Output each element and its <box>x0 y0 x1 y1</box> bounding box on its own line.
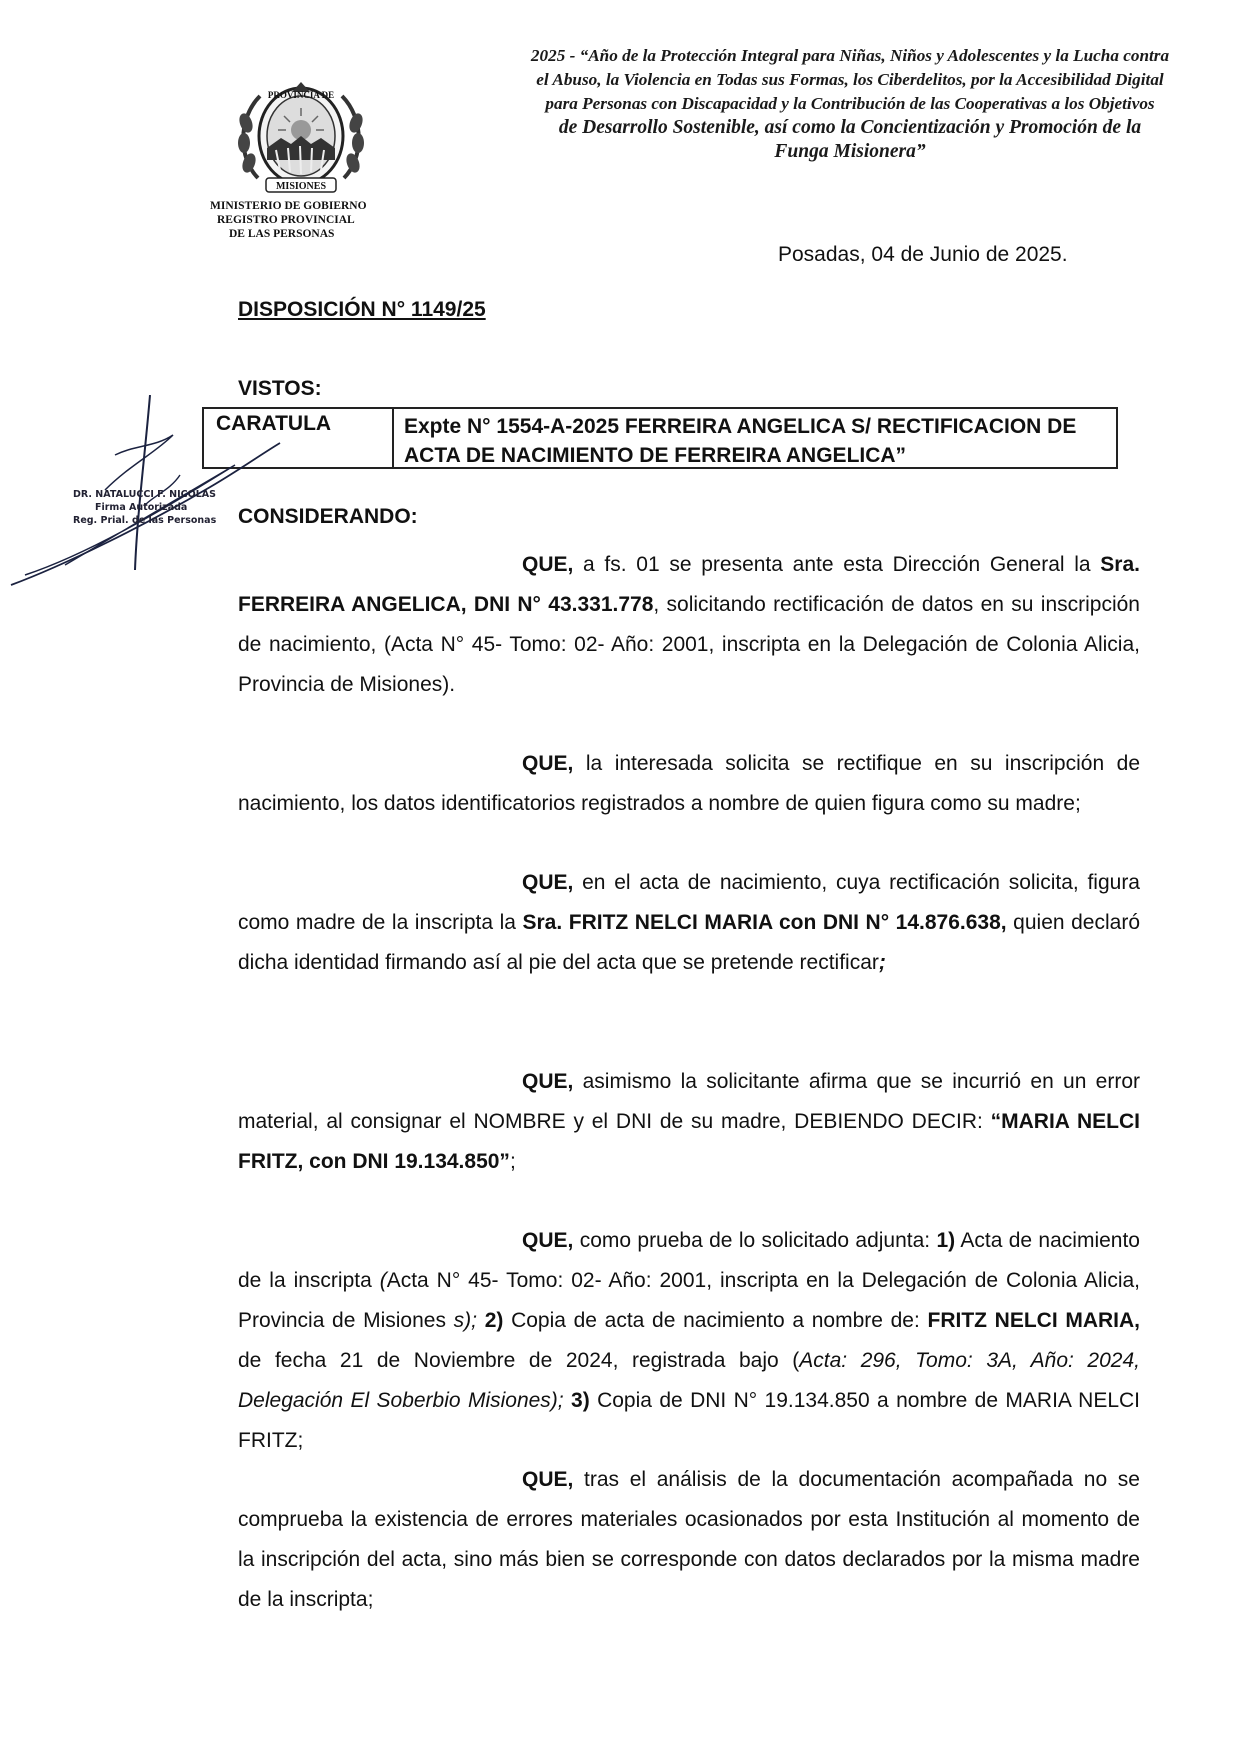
paragraph-2: QUE, la interesada solicita se rectifique en su inscripción de nacimiento, los datos identificatorios registrados a nombre de quien figura como su madre; <box>238 752 1140 815</box>
motto-line-5: Funga Misionera” <box>774 141 926 162</box>
que-label: QUE, <box>522 871 574 894</box>
vistos-heading: VISTOS: <box>238 377 322 400</box>
seal-top-text: PROVINCIA DE <box>267 90 335 100</box>
paragraph-5: QUE, como prueba de lo solicitado adjunta: 1) Acta de nacimiento de la inscripta (Acta N° 45- Tomo: 02- Año: 2001, inscripta en la Delegación de Colonia Alicia, Provincia de Misiones s); 2) Copia de acta de nacimiento a nombre de: FRITZ NELCI MARIA, de fecha 21 de Noviembre de 2024, registrada bajo (Acta: 296, Tomo: 3A, Año: 2024, Delegación El Soberbio Misiones); 3) Copia de DNI N° 19.134.850 a nombre de MARIA NELCI FRITZ; <box>238 1229 1141 1452</box>
ministry-line-1: MINISTERIO DE GOBIERNO <box>210 200 367 212</box>
year-motto <box>480 44 1220 164</box>
que-label: QUE, <box>522 1070 574 1093</box>
paragraph-4: QUE, asimismo la solicitante afirma que se incurrió en un error material, al consignar el NOMBRE y el DNI de su madre, DEBIENDO DECIR: “MARIA NELCI FRITZ, con DNI 19.134.850”; <box>238 1070 1140 1173</box>
caratula-table <box>202 407 1118 469</box>
considerando-heading: CONSIDERANDO: <box>238 505 418 528</box>
signature-stamp <box>73 488 216 527</box>
paragraph-6: QUE, tras el análisis de la documentación acompañada no se comprueba la existencia de errores materiales ocasionados por esta Institución al momento de la inscripción del acta, sino más bien se corresponde con datos declarados por la misma madre de la inscripta; <box>238 1468 1140 1611</box>
ministry-line-2: REGISTRO PROVINCIAL <box>217 214 355 226</box>
caratula-value: Expte N° 1554-A-2025 FERREIRA ANGELICA S/ RECTIFICACION DE ACTA DE NACIMIENTO DE FERREIRA ANGELICA” <box>404 415 1077 467</box>
document-title: DISPOSICIÓN N° 1149/25 <box>238 298 486 321</box>
place-and-date: Posadas, 04 de Junio de 2025. <box>778 243 1068 266</box>
que-label: QUE, <box>522 553 574 576</box>
ministry-line-3: DE LAS PERSONAS <box>229 228 335 240</box>
provincial-seal-logo <box>236 78 366 196</box>
seal-bottom-text: MISIONES <box>275 181 327 192</box>
signature-office: Reg. Prial. de las Personas <box>73 515 217 526</box>
que-label: QUE, <box>522 752 574 775</box>
motto-line-1: 2025 - “Año de la Protección Integral para Niñas, Niños y Adolescentes y la Lucha contra <box>530 46 1170 65</box>
motto-line-4: de Desarrollo Sostenible, así como la Concientización y Promoción de la <box>558 117 1142 138</box>
signature-name: DR. NATALUCCI F. NICOLAS <box>73 489 216 500</box>
motto-line-2: el Abuso, la Violencia en Todas sus Formas, los Ciberdelitos, por la Accesibilidad Digital <box>536 70 1164 89</box>
caratula-label: CARATULA <box>204 409 394 467</box>
que-label: QUE, <box>522 1468 574 1491</box>
signature-role: Firma Autorizada <box>95 502 188 513</box>
ministry-heading <box>210 199 367 241</box>
paragraph-3: QUE, en el acta de nacimiento, cuya rectificación solicita, figura como madre de la inscripta la Sra. FRITZ NELCI MARIA con DNI N° 14.876.638, quien declaró dicha identidad firmando así al pie del acta que se pretende rectificar; <box>238 871 1140 974</box>
motto-line-3: para Personas con Discapacidad y la Contribución de las Cooperativas a los Objetivos <box>545 94 1155 113</box>
paragraph-1: QUE, a fs. 01 se presenta ante esta Dirección General la Sra. FERREIRA ANGELICA, DNI N° 43.331.778, solicitando rectificación de datos en su inscripción de nacimiento, (Acta N° 45- Tomo: 02- Año: 2001, inscripta en la Delegación de Colonia Alicia, Provincia de Misiones). <box>238 553 1140 696</box>
que-label: QUE, <box>522 1229 574 1252</box>
